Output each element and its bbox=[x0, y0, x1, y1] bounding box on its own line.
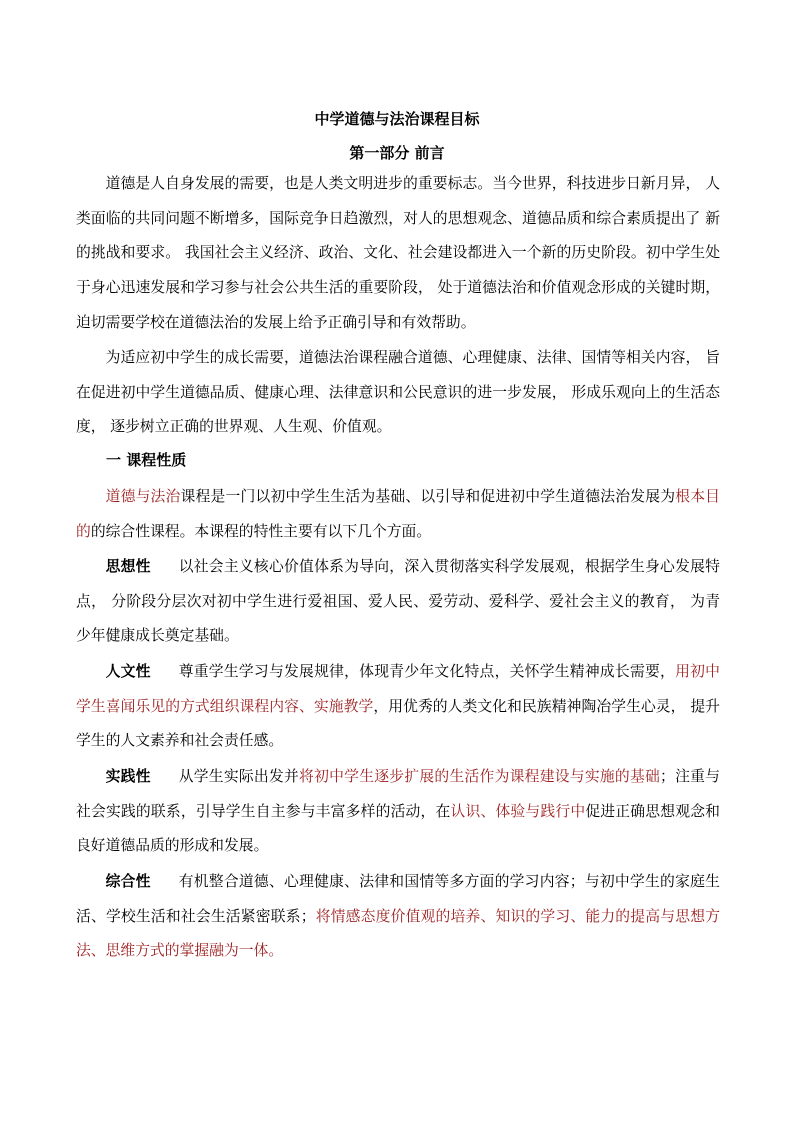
highlight-text: 用初中学生喜闻乐见的方式组织课程内容、实施教学 bbox=[76, 663, 720, 715]
course-nature-paragraph bbox=[76, 480, 720, 549]
body-text: ，用优秀的人类文化和民族精神陶冶学生心灵， 提升学生的人文素养和社会责任感。 bbox=[76, 697, 720, 750]
trait-paragraph-humanistic bbox=[76, 655, 720, 759]
highlight-text: 道德与法治 bbox=[105, 488, 181, 505]
trait-term: 人文性 bbox=[105, 663, 151, 680]
document-title: 中学道德与法治课程目标 bbox=[314, 110, 480, 128]
highlight-text: 将情感态度价值观的培养、知识的学习、能力的提高与思想方法、思维方式的掌握融为一体。 bbox=[76, 907, 720, 960]
trait-paragraph-ideological bbox=[76, 550, 720, 654]
highlight-text: 认识、体验与践行中 bbox=[450, 802, 586, 820]
intro-paragraph-2: 为适应初中学生的成长需要，道德法治课程融合道德、心理健康、法律、国情等相关内容， 旨在促进初中学生道德品质、健康心理、法律意识和公民意识的进一步发展， 形成乐观向上的生活态度， 逐步树立正确的世界观、人生观、价值观。 bbox=[76, 349, 720, 436]
trait-term: 综合性 bbox=[105, 873, 151, 890]
body-text: 尊重学生学习与发展规律，体现青少年文化特点，关怀学生精神成长需要， bbox=[178, 663, 676, 680]
trait-paragraph-practical bbox=[76, 760, 720, 864]
highlight-text: 将初中学生逐步扩展的生活作为课程建设与实施的基础 bbox=[299, 768, 661, 785]
body-text: 有机整合道德、心理健康、法律和国情等多方面的学习内容；与初中学生的家庭生活、学校生活和社会生活紧密联系； bbox=[76, 873, 720, 925]
body-text: 从学生实际出发并 bbox=[178, 768, 300, 785]
trait-term: 实践性 bbox=[105, 768, 151, 785]
body-text: 以社会主义核心价值体系为导向，深入贯彻落实科学发展观，根据学生身心发展特点， 分阶段分层次对初中学生进行爱祖国、爱人民、爱劳动、爱科学、爱社会主义的教育， 为青少年健康成长奠定基础。 bbox=[76, 558, 720, 645]
body-text: ；注重与社会实践的联系，引导学生自主参与丰富多样的活动，在 bbox=[76, 768, 720, 820]
body-text: 促进正确思想观念和良好道德品质的形成和发展。 bbox=[76, 802, 720, 855]
section-heading-course-nature: 一 课程性质 bbox=[106, 451, 187, 469]
highlight-text: 根本目的 bbox=[76, 488, 720, 540]
body-text: 的综合性课程。本课程的特性主要有以下几个方面。 bbox=[90, 522, 432, 540]
trait-term: 思想性 bbox=[105, 558, 151, 575]
intro-paragraph-1: 道德是人自身发展的需要，也是人类文明进步的重要标志。当今世界，科技进步日新月异， 人类面临的共同问题不断增多，国际竞争日趋激烈，对人的思想观念、道德品质和综合素质提出了 新的挑战和要求。 我国社会主义经济、政治、文化、社会建设都进入一个新的历史阶段。初中学生处于身心迅速发展和学习参与社会公共生活的重要阶段， 处于道德法治和价值观念形成的关键时期，迫切需要学校在道德法治的发展上给予正确引导和有效帮助。 bbox=[76, 175, 720, 331]
trait-paragraph-comprehensive bbox=[76, 865, 720, 969]
body-text: 课程是一门以初中学生生活为基础、以引导和促进初中学生道德法治发展为 bbox=[180, 488, 676, 505]
part-title: 第一部分 前言 bbox=[349, 144, 445, 162]
